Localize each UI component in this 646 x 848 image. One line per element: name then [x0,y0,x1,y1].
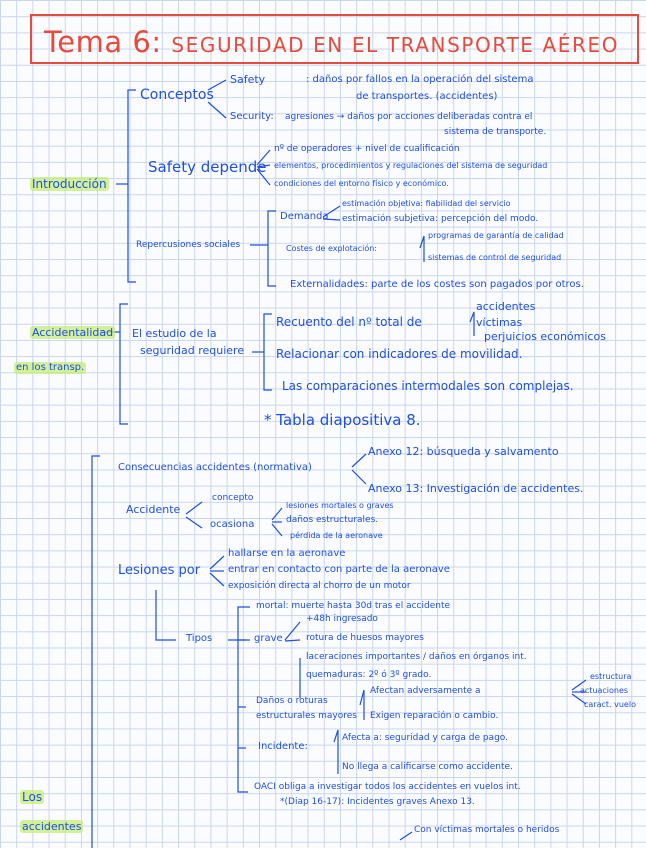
accidente-label: Accidente [126,503,181,516]
estudio-line-2: seguridad requiere [140,344,245,357]
costes-item-1: programas de garantía de calidad [428,231,564,240]
lesiones-item-3: exposición directa al chorro de un motor [228,581,411,591]
concepto: concepto [212,493,254,503]
grave-item-4: quemaduras: 2º ó 3º grado. [306,670,432,680]
recuento-item-perjuicios: perjuicios económicos [484,330,606,343]
demanda-item-2: estimación subjetiva: percepción del modo. [342,214,539,224]
tipo-mortal: mortal: muerte hasta 30d tras el accidente [256,601,451,611]
conceptos-label: Conceptos [140,87,214,103]
externalidades: Externalidades: parte de los costes son pagados por otros. [290,279,584,290]
security-term: Security: [230,111,274,122]
safety-term: Safety [230,73,266,86]
afectan-item-3: caract. vuelo [584,700,636,709]
section-accidentalidad-1: Accidentalidad [32,326,114,339]
tipos-label: Tipos [186,633,213,644]
ocasiona-item-2: daños estructurales. [286,515,379,525]
demanda-item-1: estimación objetiva: fiabilidad del servicio [342,199,511,208]
anexo12: Anexo 12: búsqueda y salvamento [368,445,559,458]
section-accidentalidad-2: en los transp. [16,362,85,373]
anexo13: Anexo 13: Investigación de accidentes. [368,482,584,495]
section-accidentes-2: accidentes [22,820,82,833]
demanda-label: Demanda [280,211,329,222]
diap-note: *(Diap 16-17): Incidentes graves Anexo 13. [280,797,475,807]
grave-label: grave [254,633,283,644]
afectan-item-2: actuaciones [580,686,629,695]
grave-item-1: +48h ingresado [306,614,378,624]
lesiones-item-2: entrar en contacto con parte de la aeronave [228,564,450,575]
danos-line-2: estructurales mayores [256,711,357,721]
title-prefix: Tema 6: [44,25,162,59]
tabla-note: * Tabla diapositiva 8. [264,411,421,429]
oaci-note: OACI obliga a investigar todos los accidentes en vuelos int. [254,782,521,792]
ocasiona-item-1: lesiones mortales o graves [286,501,394,510]
safety-depende-item-2: elementos, procedimientos y regulaciones del sistema de seguridad [274,161,548,170]
safety-def-2: de transportes. (accidentes) [356,91,498,102]
recuento-item-victimas: víctimas [476,316,523,329]
relacionar: Relacionar con indicadores de movilidad. [276,347,523,361]
section-introduccion: Introducción [32,177,107,191]
security-def-2: sistema de transporte. [444,127,547,137]
afectan: Afectan adversamente a [370,686,481,696]
costes-label: Costes de explotación: [286,244,377,253]
grave-item-3: laceraciones importantes / daños en órganos int. [306,652,527,662]
title-main: SEGURIDAD EN EL TRANSPORTE AÉREO [171,33,620,57]
safety-depende-item-3: condiciones del entorno físico y económico. [274,179,449,188]
recuento: Recuento del nº total de [276,315,422,329]
safety-def-1: : daños por fallos en la operación del sistema [306,74,534,85]
security-def-1: agresiones → daños por acciones deliberadas contra el [285,112,533,122]
ocasiona: ocasiona [210,519,255,530]
comparaciones: Las comparaciones intermodales son complejas. [282,379,574,393]
incidente-item-2: No llega a calificarse como accidente. [342,762,513,772]
lesiones-label: Lesiones por [118,563,201,578]
afectan-item-1: estructura [590,672,632,681]
safety-depende-label: Safety depende [148,158,267,176]
grave-item-2: rotura de huesos mayores [306,633,424,643]
exigen: Exigen reparación o cambio. [370,711,499,721]
ocasiona-item-3: pérdida de la aeronave [290,531,383,540]
estudio-line-1: El estudio de la [132,327,217,340]
costes-item-2: sistemas de control de seguridad [428,253,562,262]
incidente-label: Incidente: [258,741,308,752]
danos-line-1: Daños o roturas [256,696,328,706]
lesiones-item-1: hallarse en la aeronave [228,548,346,559]
victimas-note: Con víctimas mortales o heridos [414,825,560,835]
recuento-item-accidentes: accidentes [476,300,536,313]
repercusiones-label: Repercusiones sociales [136,240,241,250]
consecuencias: Consecuencias accidentes (normativa) [118,462,312,473]
section-accidentes-1: Los [22,790,43,804]
safety-depende-item-1: nº de operadores + nivel de cualificación [274,144,460,154]
incidente-item-1: Afecta a: seguridad y carga de pago. [342,733,508,743]
